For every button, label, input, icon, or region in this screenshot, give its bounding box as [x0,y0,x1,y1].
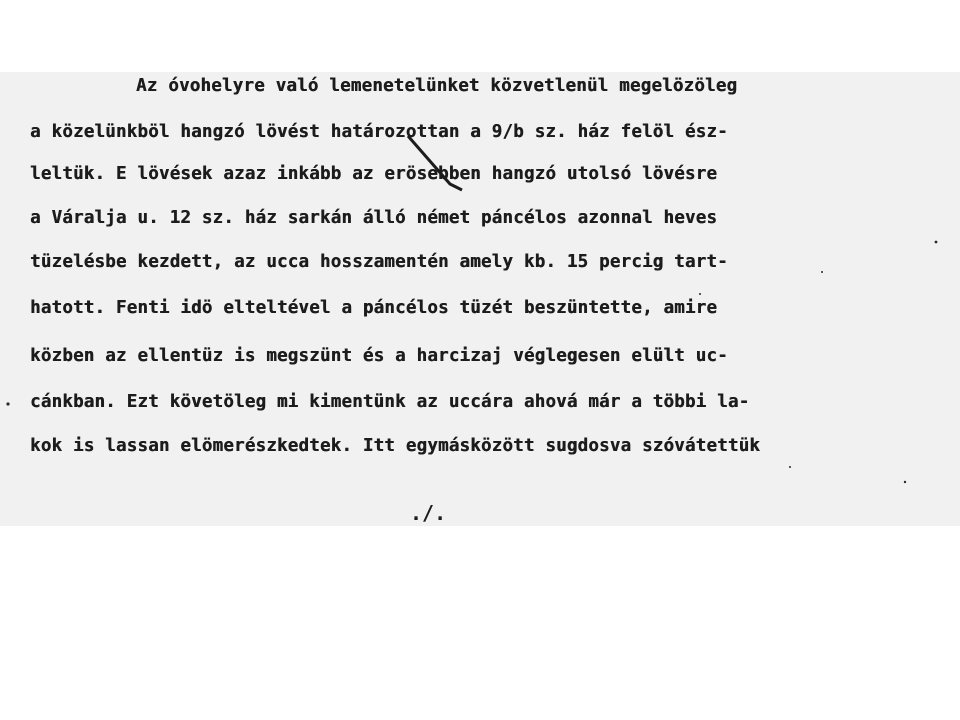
document-line-4: a Váralja u. 12 sz. ház sarkán álló német páncélos azonnal heves [30,208,718,228]
pen-stroke [408,136,462,190]
scanned-document [0,72,960,526]
document-line-2: a közelünkböl hangzó lövést határozottan a 9/b sz. ház felöl ész- [30,122,728,142]
document-line-5: tüzelésbe kezdett, az ucca hosszamentén amely kb. 15 percig tart- [30,252,728,272]
document-line-8: cánkban. Ezt követöleg mi kimentünk az uccára ahová már a többi la- [30,392,750,412]
document-line-1: Az óvohelyre való lemenetelünket közvetlenül megelözöleg [136,76,738,96]
closing-mark: ./. [410,501,447,525]
scan-specks [6,241,937,484]
document-line-6: hatott. Fenti idö elteltével a páncélos tüzét beszüntette, amire [30,298,718,318]
document-line-3: leltük. E lövések azaz inkább az erösebben hangzó utolsó lövésre [30,164,718,184]
document-line-9: kok is lassan elömerészkedtek. Itt egymásközött sugdosva szóvátettük [30,436,761,456]
document-line-7: közben az ellentüz is megszünt és a harcizaj véglegesen elült uc- [30,346,728,366]
pen-marks [0,72,960,526]
